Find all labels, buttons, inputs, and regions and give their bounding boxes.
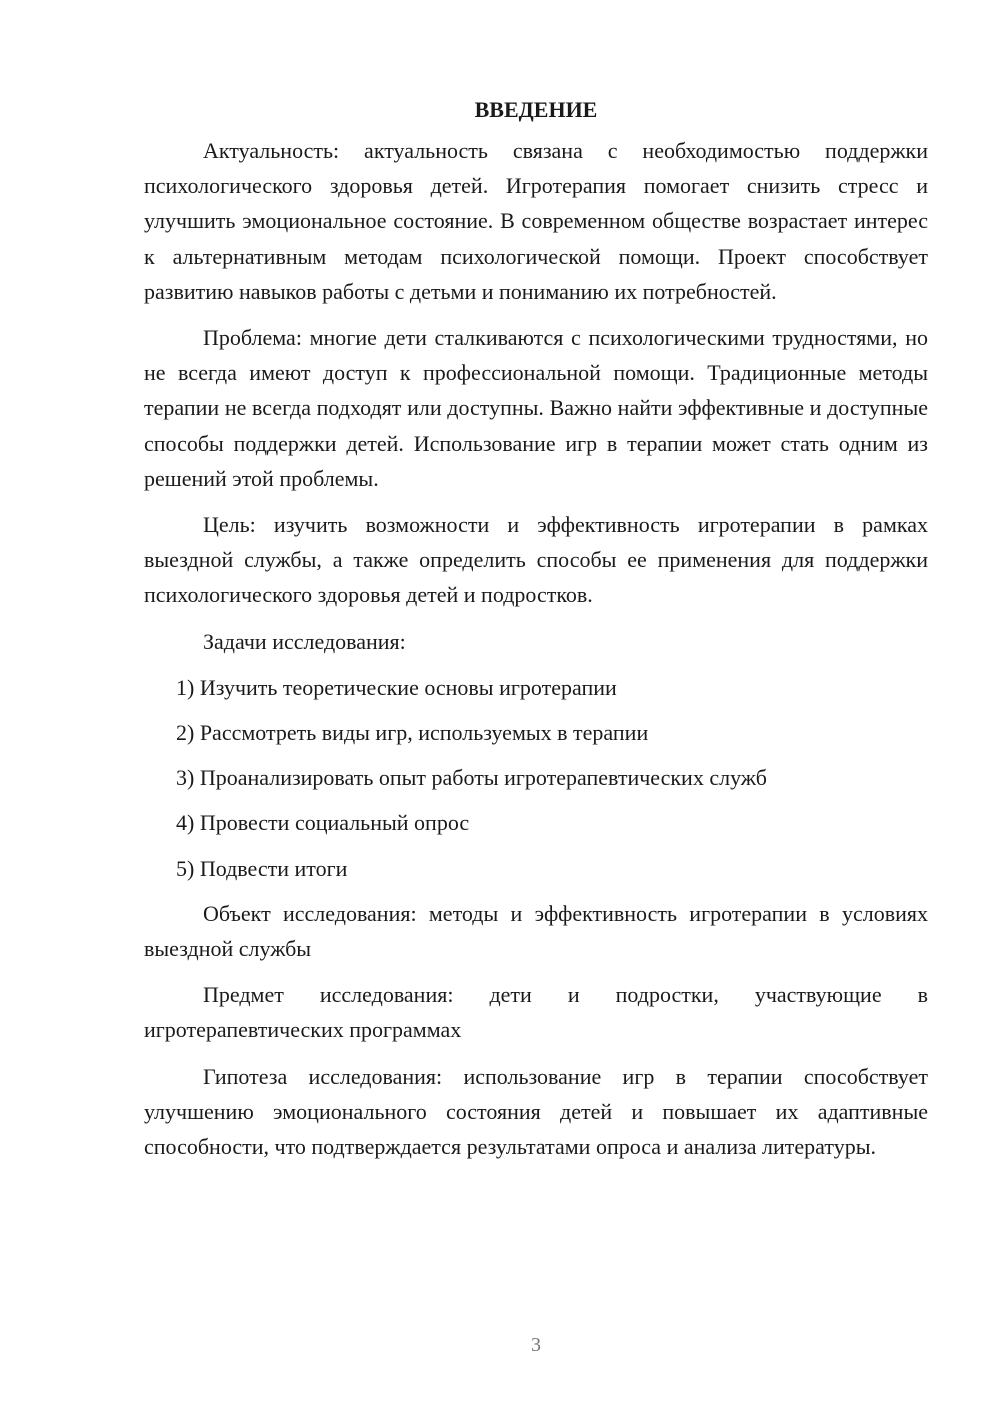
hypothesis-paragraph: Гипотеза исследования: использование игр в терапии способствует улучшению эмоционального состояния детей и повышает их адаптивные способности, что подтверждается результатами опроса и анализа литературы. [144,1063,928,1160]
task-item-1: 1) Изучить теоретические основы игротерапии [176,674,617,700]
goal-paragraph: Цель: изучить возможности и эффективность игротерапии в рамках выездной службы, а также определить способы ее применения для поддержки психологического здоровья детей и подростков. [144,512,928,608]
page-content [144,92,928,1175]
object-paragraph: Объект исследования: методы и эффективность игротерапии в условиях выездной службы [144,900,928,962]
task-item-2: 2) Рассмотреть виды игр, используемых в терапии [176,720,649,746]
tasks-list [144,670,928,886]
relevance-paragraph: Актуальность: актуальность связана с необходимостью поддержки психологического здоровья детей. Игротерапия помогает снизить стресс и улучшить эмоциональное состояние. В современном обществе возрастает интерес к альтернативным методам психологической помощи. Проект способствует развитию навыков работы с детьми и пониманию их потребностей. [144,138,928,304]
page-number: 3 [531,1334,541,1356]
section-heading: ВВЕДЕНИЕ [474,97,598,122]
tasks-intro: Задачи исследования: [203,628,406,654]
subject-paragraph: Предмет исследования: дети и подростки, участвующие в игротерапевтических программах [144,982,928,1043]
task-item-4: 4) Провести социальный опрос [176,810,470,836]
problem-paragraph: Проблема: многие дети сталкиваются с психологическими трудностями, но не всегда имеют доступ к профессиональной помощи. Традиционные методы терапии не всегда подходят или доступны. Важно найти эффективные и доступные способы поддержки детей. Использование игр в терапии может стать одним из решений этой проблемы. [144,325,928,491]
task-item-3: 3) Проанализировать опыт работы игротерапевтических служб [176,765,767,791]
task-item-5: 5) Подвести итоги [176,855,348,881]
